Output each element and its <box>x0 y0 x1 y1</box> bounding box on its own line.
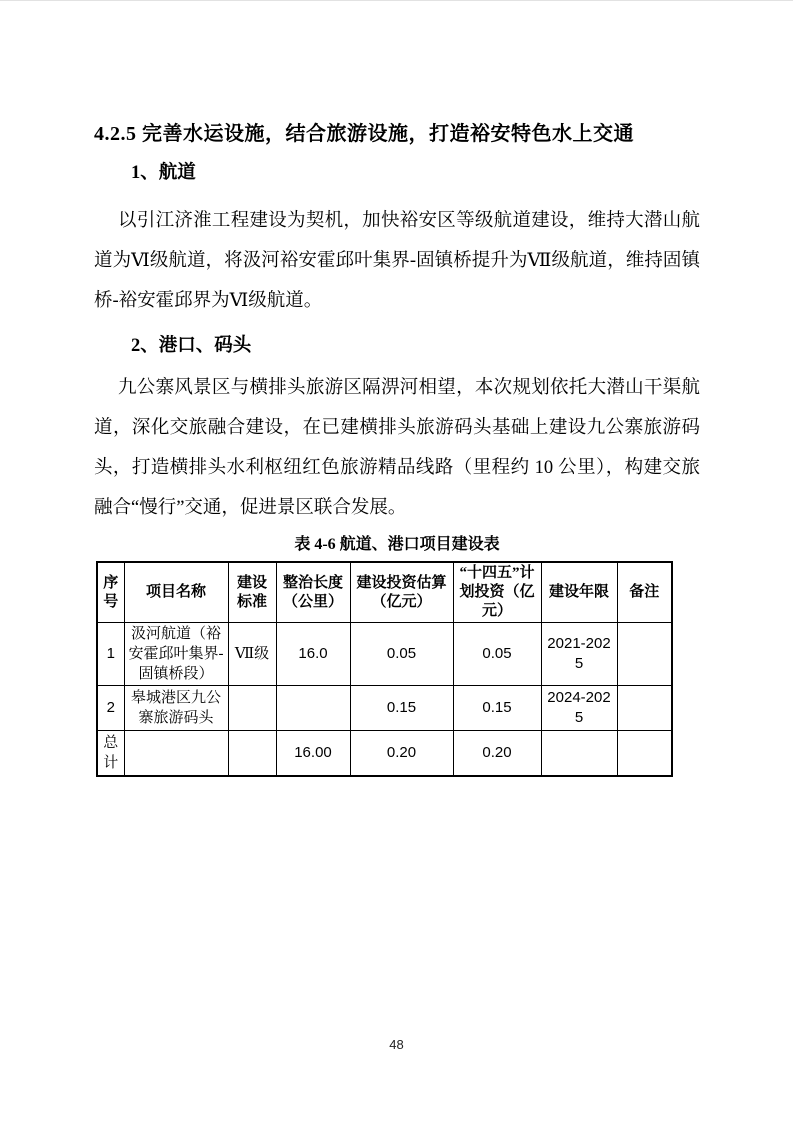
cell-planned-investment: 0.05 <box>453 623 541 686</box>
cell-standard <box>228 731 276 776</box>
cell-seq: 2 <box>97 686 124 731</box>
header-investment-estimate: 建设投资估算（亿元） <box>350 562 453 623</box>
project-construction-table <box>96 561 673 777</box>
cell-planned-investment: 0.15 <box>453 686 541 731</box>
cell-investment-total: 0.20 <box>350 731 453 776</box>
table-total-row <box>97 731 672 776</box>
cell-total-label: 总计 <box>97 731 124 776</box>
header-remarks: 备注 <box>617 562 672 623</box>
cell-length: 16.0 <box>276 623 350 686</box>
table-row <box>97 686 672 731</box>
table-row <box>97 623 672 686</box>
table-caption: 表 4-6 航道、港口项目建设表 <box>294 536 500 553</box>
header-project-name: 项目名称 <box>124 562 228 623</box>
page-content <box>94 119 700 777</box>
header-regulation-length: 整治长度（公里） <box>276 562 350 623</box>
subheading-port-wharf: 2、港口、码头 <box>131 336 252 356</box>
subheading-channel: 1、航道 <box>131 163 196 183</box>
cell-length <box>276 686 350 731</box>
cell-period: 2024-2025 <box>541 686 617 731</box>
header-14th-5yr-planned-investment: “十四五”计划投资（亿元） <box>453 562 541 623</box>
header-construction-period: 建设年限 <box>541 562 617 623</box>
paragraph-channel: 以引江济淮工程建设为契机，加快裕安区等级航道建设，维持大潜山航道为Ⅵ级航道，将汲河裕安霍邱叶集界-固镇桥提升为Ⅶ级航道，维持固镇桥-裕安霍邱界为Ⅵ级航道。 <box>94 211 700 311</box>
cell-seq: 1 <box>97 623 124 686</box>
header-seq-no: 序号 <box>97 562 124 623</box>
cell-investment: 0.05 <box>350 623 453 686</box>
cell-project-name <box>124 731 228 776</box>
cell-remarks <box>617 731 672 776</box>
cell-project-name: 汲河航道（裕安霍邱叶集界-固镇桥段） <box>124 623 228 686</box>
cell-planned-investment-total: 0.20 <box>453 731 541 776</box>
cell-project-name: 皋城港区九公寨旅游码头 <box>124 686 228 731</box>
cell-standard: Ⅶ级 <box>228 623 276 686</box>
table-header-row <box>97 562 672 623</box>
cell-period <box>541 731 617 776</box>
cell-remarks <box>617 686 672 731</box>
paragraph-port-wharf: 九公寨风景区与横排头旅游区隔淠河相望，本次规划依托大潜山干渠航道，深化交旅融合建设，在已建横排头旅游码头基础上建设九公寨旅游码头，打造横排头水利枢纽红色旅游精品线路（里程约 10 公里），构建交旅融合“慢行”交通，促进景区联合发展。 <box>94 378 700 518</box>
cell-length-total: 16.00 <box>276 731 350 776</box>
cell-period: 2021-2025 <box>541 623 617 686</box>
cell-investment: 0.15 <box>350 686 453 731</box>
page-number: 48 <box>389 1037 404 1052</box>
cell-standard <box>228 686 276 731</box>
section-heading: 4.2.5 完善水运设施，结合旅游设施，打造裕安特色水上交通 <box>94 123 634 145</box>
cell-remarks <box>617 623 672 686</box>
header-construction-standard: 建设标准 <box>228 562 276 623</box>
